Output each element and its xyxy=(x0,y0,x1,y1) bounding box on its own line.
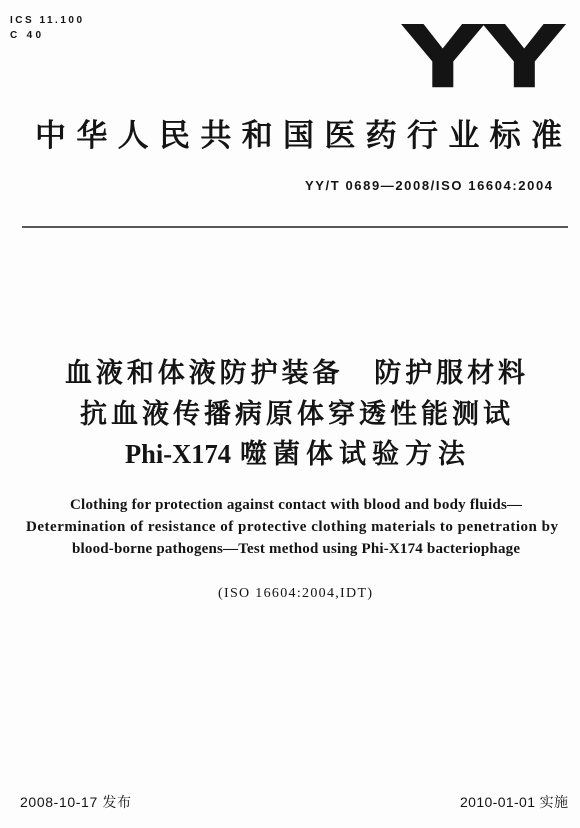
ics-code: ICS 11.100 xyxy=(10,15,82,26)
iso-equivalence: (ISO 16604:2004,IDT) xyxy=(218,586,372,601)
title-zh-line-2: 抗血液传播病原体穿透性能测试 xyxy=(80,399,510,430)
title-zh-line-1: 血液和体液防护装备 防护服材料 xyxy=(65,358,525,389)
issue-date: 2008-10-17 发布 xyxy=(20,794,131,810)
yy-logo: YY xyxy=(402,6,565,105)
title-zh-line-3-cjk: 噬菌体试验方法 xyxy=(240,439,465,470)
standard-number: YY/T 0689—2008/ISO 16604:2004 xyxy=(305,178,552,193)
title-en-line-1: Clothing for protection against contact with blood and body fluids— xyxy=(70,497,522,513)
title-en-line-3: blood-borne pathogens—Test method using Phi-X174 bacteriophage xyxy=(72,541,520,557)
implementation-date: 2010-01-01 实施 xyxy=(460,794,568,810)
title-en-line-2: Determination of resistance of protective clothing materials to penetration by xyxy=(26,519,558,535)
ccs-code: C 40 xyxy=(10,30,41,41)
title-zh-line-3-latin: Phi-X174 xyxy=(125,439,231,469)
org-title: 中华人民共和国医药行业标准 xyxy=(35,118,562,154)
